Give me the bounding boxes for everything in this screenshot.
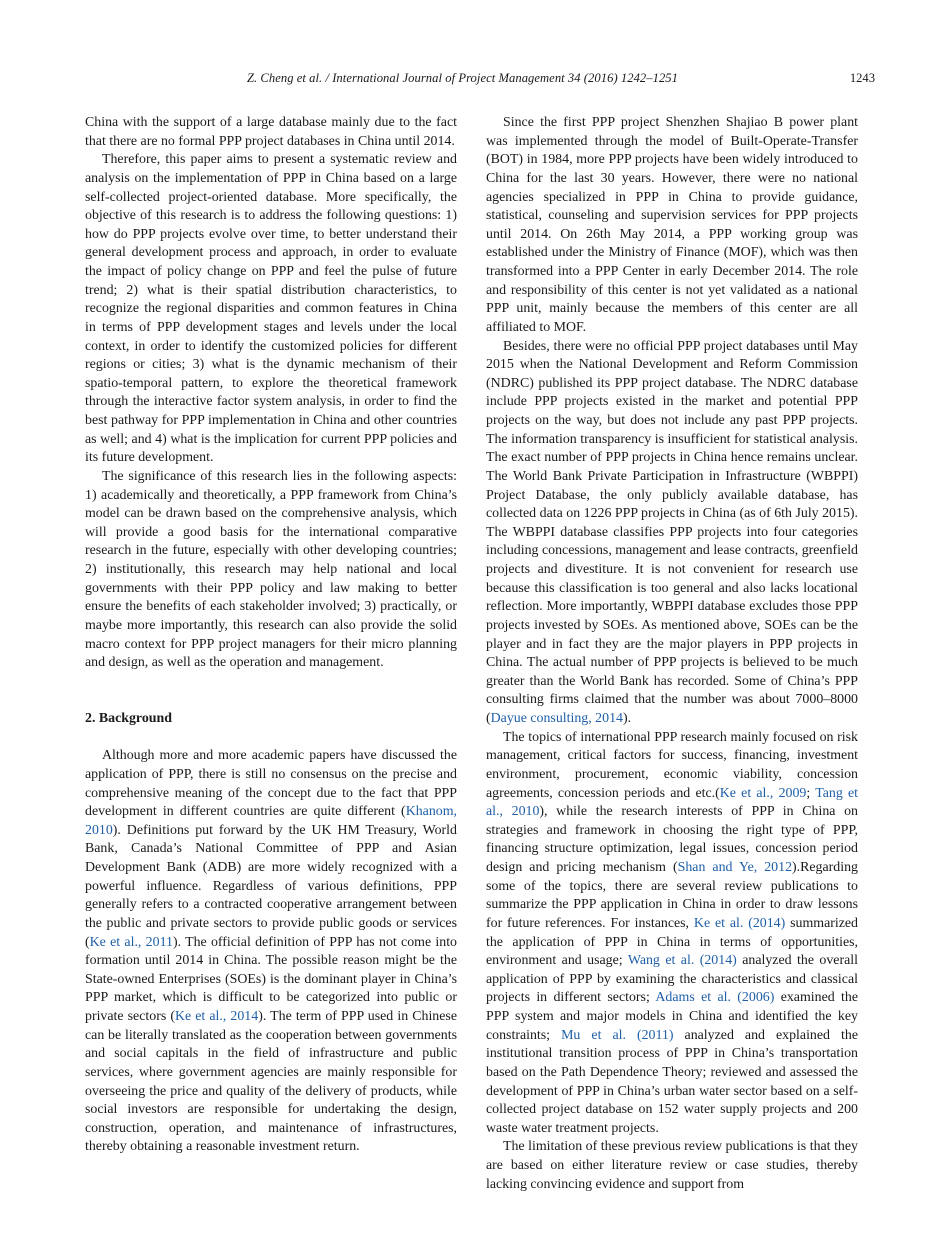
citation-link[interactable]: Ke et al., 2014 bbox=[174, 1009, 259, 1025]
citation-link[interactable]: Ke et al., 2011 bbox=[89, 934, 173, 950]
citation-link[interactable]: Ke et al., 2009 bbox=[719, 785, 807, 801]
paragraph-text: summarized the application of PPP in China in terms of opportunities, environment and usage; bbox=[486, 915, 858, 969]
paragraph-text: Besides, there were no official PPP project databases until May 2015 when the National Development and Reform Commission (NDRC) published its PPP project database. The NDRC database include PPP projects existed in the market and potential PPP projects on the way, but does not include any past PPP projects. The information transparency is insufficient for statistical analysis. The exact number of PPP projects in China hence remains unclear. The World Bank Private Participation in Infrastructure (WBPPI) Project Database, the only publicly available database, has collected data on 1226 PPP projects in China (as of 6th July 2015). The WBPPI database classifies PPP projects into four categories including concessions, management and lease contracts, greenfield projects and divestiture. It is not convenient for research use because this classification is too general and also lacks locational reflection. More importantly, WBPPI database excludes those PPP projects invested by SOEs. As mentioned above, SOEs can be the player and in fact they are the major players in PPP projects in China. The actual number of PPP projects is believed to be much greater than the World Bank has recorded. Some of China’s PPP consulting firms claimed that the number was about 7000–8000 ( bbox=[486, 338, 858, 726]
paragraph-text: Since the first PPP project Shenzhen Shajiao B power plant was implemented through the model of Built-Operate-Transfer (BOT) in 1984, more PPP projects have been widely introduced to China for the last 30 years. However, there were no national agencies specialized in PPP in China to provide guidance, statistical, counseling and supervision services for PPP projects until 2014. On 26th May 2014, a PPP working group was established under the Ministry of Finance (MOF), which was then transformed into a PPP Center in early December 2014. The role and responsibility of this center is not yet validated as a national PPP unit, mainly because the members of this center are all affiliated to MOF. bbox=[486, 115, 858, 335]
paragraph-text: The significance of this research lies in the following aspects: 1) academically and theoretically, a PPP framework from China’s model can be drawn based on the comprehensive analysis, which will provide a good basis for the international comparative research in the future, especially with other developing countries; 2) institutionally, this research may help national and local governments with their PPP policy and law making to better ensure the benefits of each stakeholder involved; 3) practically, or maybe more importantly, this research can also provide the solid macro context for PPP project managers for their micro planning and design, as well as the operation and management. bbox=[85, 468, 457, 671]
paragraph-text: The topics of international PPP research mainly focused on risk management, critical factors for success, financing, investment environment, procurement, economic viability, concession agreements, concession periods and etc.( bbox=[486, 729, 858, 801]
page-number: 1243 bbox=[849, 71, 875, 85]
paragraph bbox=[85, 468, 457, 673]
paragraph-text: ; bbox=[806, 785, 816, 801]
paragraph-text: analyzed the overall application of PPP by examining the characteristics and classical projects in different sectors; bbox=[486, 953, 858, 1006]
page-header bbox=[0, 71, 925, 89]
paragraph-text: ).Regarding some of the topics, there are several review publications to summarize the PPP application in China in order to draw lessons for future references. For instances, bbox=[486, 860, 858, 931]
paragraph bbox=[486, 729, 858, 1139]
citation-link[interactable]: Shan and Ye, 2012 bbox=[677, 860, 793, 875]
paragraph-text: ), while the research interests of PPP in China on strategies and framework in choosing the right type of PPP, financing structure optimization, legal issues, concession period design and pricing mechanism ( bbox=[486, 804, 858, 875]
paragraph bbox=[85, 747, 457, 1157]
paragraph-text: analyzed and explained the institutional transition process of PPP in China’s transportation based on the Path Dependence Theory; reviewed and assessed the development of PPP in China’s urban water sector based on a self-collected project database on 152 water supply projects and 200 waste water treatment projects. bbox=[486, 1027, 858, 1136]
paragraph bbox=[486, 114, 858, 338]
citation-link[interactable]: Tang et al., 2010 bbox=[486, 785, 858, 820]
paragraph-text: ). bbox=[622, 711, 632, 726]
paragraph-text: ). The official definition of PPP has not come into formation until 2014 in China. The possible reason might be the State-owned Enterprises (SOEs) is the dominant player in China’s PPP market, which is difficult to be categorized into public or private sectors ( bbox=[85, 934, 458, 1025]
paragraph-text: examined the PPP system and major models in China and identified the key constraints; bbox=[486, 990, 858, 1043]
running-head: Z. Cheng et al. / International Journal of Project Management 34 (2016) 1242–1251 bbox=[246, 71, 679, 85]
paragraph bbox=[85, 114, 457, 151]
paragraph-text: China with the support of a large database mainly due to the fact that there are no formal PPP project databases in China until 2014. bbox=[85, 115, 457, 149]
citation-link[interactable]: Khanom, 2010 bbox=[85, 804, 457, 838]
citation-link[interactable]: Dayue consulting, 2014 bbox=[490, 711, 623, 726]
spacer bbox=[85, 673, 457, 710]
citation-link[interactable]: Wang et al. (2014) bbox=[627, 953, 737, 969]
paragraph bbox=[486, 1138, 858, 1194]
left-column bbox=[85, 114, 457, 1157]
paragraph-text: ). Definitions put forward by the UK HM Treasury, World Bank, Canada’s National Committee of PPP and Asian Development Bank (ADB) are more widely recognized with a powerful influence. Regardless of various definitions, PPP generally refers to a contracted cooperative arrangement between the public and private sectors to provide public goods or services ( bbox=[85, 822, 457, 950]
paragraph-text: Therefore, this paper aims to present a systematic review and analysis on the implementation of PPP in China based on a large self-collected project-oriented database. More specifically, the objective of this research is to address the following questions: 1) how do PPP projects evolve over time, to better understand their general development process and approach, in order to evaluate the impact of policy change on PPP and feel the pulse of future trend; 2) what is their spatial distribution characteristics, to recognize the regional disparities and common features in China in terms of PPP development stages and levels under the local context, in order to identify the customized policies for different regions or cities; 3) what is the dynamic mechanism of their spatio-temporal pattern, to explore the theoretical framework through the interactive factor system analysis, in order to find the best pathway for PPP implementation in China and other countries as well; and 4) what is the implication for current PPP policies and its future development. bbox=[85, 152, 457, 466]
citation-link[interactable]: Ke et al. (2014) bbox=[693, 915, 786, 931]
paragraph-text: ). The term of PPP used in Chinese can be literally translated as the cooperation between governments and social capitals in the field of infrastructure and public services, where government agencies are mainly responsible for overseeing the price and quality of the delivery of products, while social investors are responsible for undertaking the design, construction, operation, and maintenance of infrastructures, thereby obtaining a reasonable investment return. bbox=[85, 1009, 457, 1155]
citation-link[interactable]: Mu et al. (2011) bbox=[561, 1027, 674, 1043]
paragraph-text: The limitation of these previous review publications is that they are based on either literature review or case studies, thereby lacking convincing evidence and support from bbox=[486, 1139, 858, 1192]
section-heading: 2. Background bbox=[85, 711, 172, 727]
paragraph bbox=[85, 151, 457, 468]
citation-link[interactable]: Adams et al. (2006) bbox=[655, 990, 775, 1006]
paragraph-text: Although more and more academic papers have discussed the application of PPP, there is still no consensus on the precise and comprehensive meaning of the concept due to the fact that PPP development in different countries are quite different ( bbox=[85, 748, 457, 820]
spacer bbox=[85, 729, 457, 748]
paragraph bbox=[486, 338, 858, 729]
right-column bbox=[486, 114, 858, 1194]
